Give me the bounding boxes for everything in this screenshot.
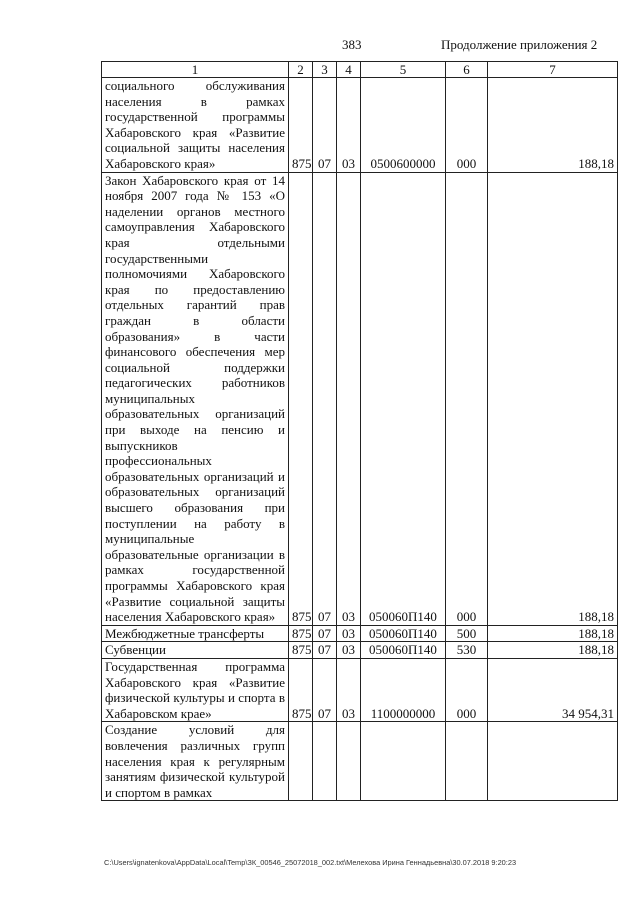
row-description: Закон Хабаровского края от 14 ноября 2007 года № 153 «О наделении органов местного самоуправления Хабаровского края отдельными государственными полномочиями Хабаровского края по предоставлению отдельных гарантий прав граждан в области образования» в части финансового обеспечения мер социальной поддержки педагогических работников муниципальных образовательных организаций при выходе на пенсию и выпускников профессиональных образовательных организаций и образовательных организаций высшего образования при поступлении на работу в муниципальные образовательные организации в рамках государственной программы Хабаровского края «Развитие социальной защиты населения Хабаровского края» bbox=[102, 172, 289, 625]
cell-section: 07 bbox=[313, 172, 337, 625]
cell-expense-type: 000 bbox=[446, 78, 488, 173]
cell-expense-type: 530 bbox=[446, 642, 488, 659]
page-number: 383 bbox=[342, 37, 362, 52]
cell-target-item: 050060П140 bbox=[361, 642, 446, 659]
cell-amount: 188,18 bbox=[488, 78, 618, 173]
table-header-row bbox=[102, 62, 618, 78]
cell-subsection: 03 bbox=[337, 78, 361, 173]
cell-ministry-code: 875 bbox=[289, 625, 313, 642]
table-row bbox=[102, 722, 618, 801]
cell-ministry-code: 875 bbox=[289, 658, 313, 721]
cell-ministry-code: 875 bbox=[289, 78, 313, 173]
cell-ministry-code: 875 bbox=[289, 172, 313, 625]
row-description: Межбюджетные трансферты bbox=[102, 625, 289, 642]
file-path-footer: C:\Users\ignatenkova\AppData\Local\Temp\ЗК_00546_25072018_002.txt\Мелехова Ирина Геннадьевна\30.07.2018 9:20:23 bbox=[104, 858, 517, 867]
table-row bbox=[102, 172, 618, 625]
cell-ministry-code: 875 bbox=[289, 642, 313, 659]
cell-expense-type: 500 bbox=[446, 625, 488, 642]
table-row bbox=[102, 78, 618, 173]
cell-amount bbox=[488, 722, 618, 801]
cell-amount: 188,18 bbox=[488, 642, 618, 659]
table-row bbox=[102, 642, 618, 659]
row-description: Субвенции bbox=[102, 642, 289, 659]
cell-target-item: 050060П140 bbox=[361, 172, 446, 625]
cell-subsection bbox=[337, 722, 361, 801]
row-description: Создание условий для вовлечения различных групп населения края к регулярным занятиям физической культурой и спортом в рамках bbox=[102, 722, 289, 801]
column-header: 4 bbox=[337, 62, 361, 78]
cell-expense-type bbox=[446, 722, 488, 801]
continuation-title: Продолжение приложения 2 bbox=[441, 37, 598, 52]
cell-section bbox=[313, 722, 337, 801]
cell-target-item: 1100000000 bbox=[361, 658, 446, 721]
cell-section: 07 bbox=[313, 658, 337, 721]
cell-amount: 34 954,31 bbox=[488, 658, 618, 721]
cell-subsection: 03 bbox=[337, 625, 361, 642]
cell-expense-type: 000 bbox=[446, 658, 488, 721]
cell-target-item: 050060П140 bbox=[361, 625, 446, 642]
cell-expense-type: 000 bbox=[446, 172, 488, 625]
cell-target-item: 0500600000 bbox=[361, 78, 446, 173]
cell-section: 07 bbox=[313, 642, 337, 659]
cell-section: 07 bbox=[313, 625, 337, 642]
cell-section: 07 bbox=[313, 78, 337, 173]
cell-target-item bbox=[361, 722, 446, 801]
table-row bbox=[102, 658, 618, 721]
budget-table bbox=[101, 61, 618, 801]
cell-ministry-code bbox=[289, 722, 313, 801]
column-header: 2 bbox=[289, 62, 313, 78]
cell-subsection: 03 bbox=[337, 172, 361, 625]
row-description: Государственная программа Хабаровского края «Развитие физической культуры и спорта в Хабаровском крае» bbox=[102, 658, 289, 721]
column-header: 1 bbox=[102, 62, 289, 78]
row-description: социального обслуживания населения в рамках государственной программы Хабаровского края «Развитие социальной защиты населения Хабаровского края» bbox=[102, 78, 289, 173]
cell-amount: 188,18 bbox=[488, 625, 618, 642]
column-header: 3 bbox=[313, 62, 337, 78]
column-header: 5 bbox=[361, 62, 446, 78]
column-header: 6 bbox=[446, 62, 488, 78]
cell-subsection: 03 bbox=[337, 658, 361, 721]
table-row bbox=[102, 625, 618, 642]
column-header: 7 bbox=[488, 62, 618, 78]
cell-amount: 188,18 bbox=[488, 172, 618, 625]
cell-subsection: 03 bbox=[337, 642, 361, 659]
